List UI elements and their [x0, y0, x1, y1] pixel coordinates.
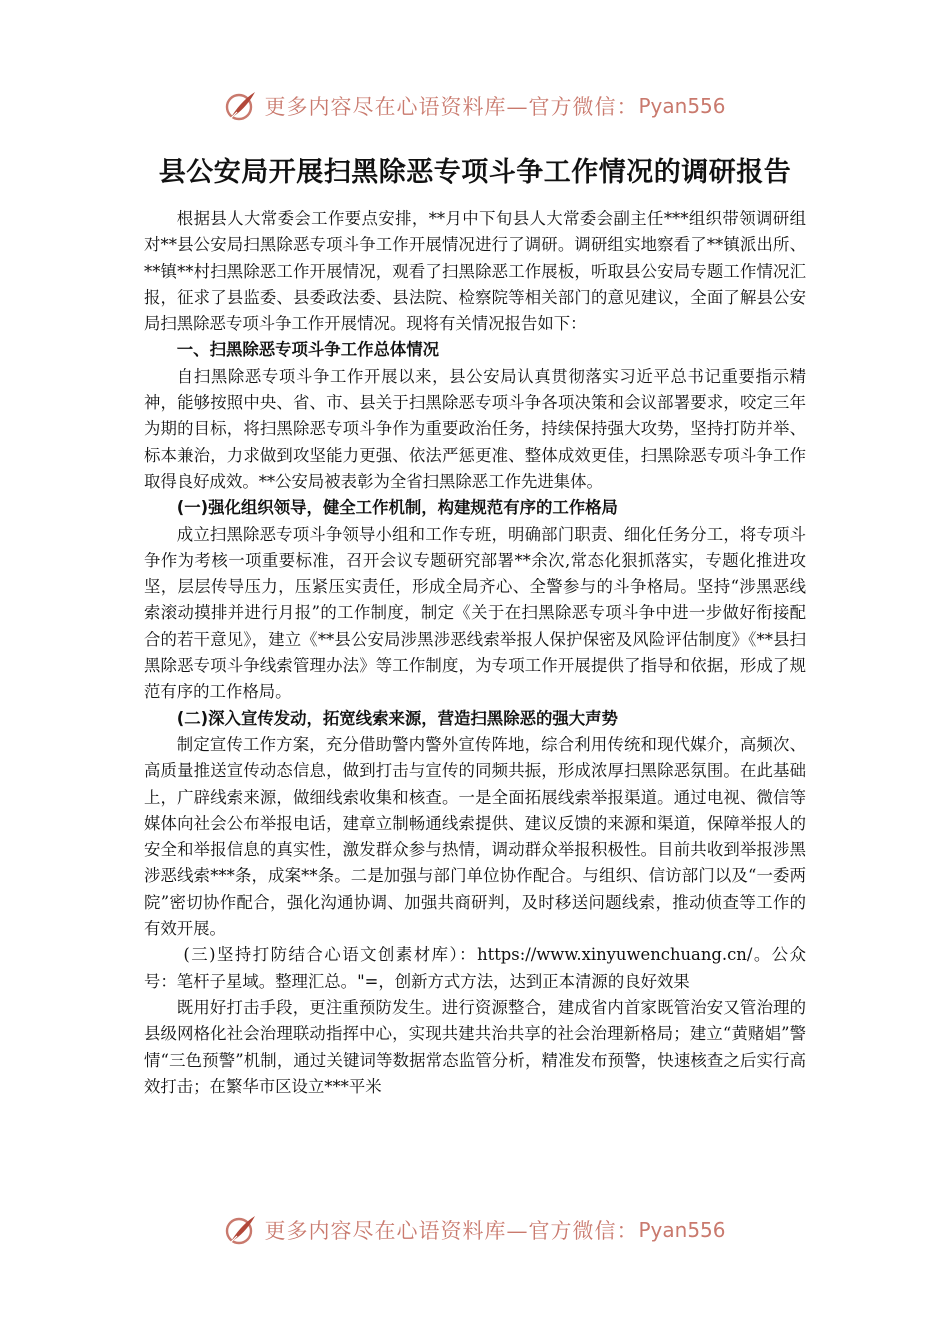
- header-watermark: [0, 84, 950, 128]
- subsection-heading: (二)深入宣传发动，拓宽线索来源，营造扫黑除恶的强大声势: [176, 708, 618, 728]
- body-paragraph: 自扫黑除恶专项斗争工作开展以来，县公安局认真贯彻落实习近平总书记重要指示精神，能够按照中央、省、市、县关于扫黑除恶专项斗争各项决策和会议部署要求，咬定三年为期的目标，将扫黑除恶专项斗争作为重要政治任务，持续保持强大攻势，坚持打防并举、标本兼治，力求做到攻坚能力更强、依法严惩更准、整体成效更佳，扫黑除恶专项斗争工作取得良好成效。**公安局被表彰为全省扫黑除恶工作先进集体。: [144, 366, 806, 491]
- quill-logo-icon: [224, 89, 258, 123]
- watermark-text: 更多内容尽在心语资料库—官方微信：: [264, 1219, 639, 1243]
- subsection-heading-with-watermark: (三)坚持打防结合心语文创素材库）：https://www.xinyuwenchuang.cn/。公众号：笔杆子星域。整理汇总。"=，创新方式方法，达到正本清源的良好效果: [144, 945, 806, 991]
- quill-logo-icon: [224, 1213, 258, 1247]
- body-paragraph: 既用好打击手段，更注重预防发生。进行资源整合，建成省内首家既管治安又管治理的县级网格化社会治理联动指挥中心，实现共建共治共享的社会治理新格局；建立“黄赌娼”警情“三色预警”机制，通过关键词等数据常态监管分析，精准发布预警，快速核查之后实行高效打击；在繁华市区设立***平米: [144, 997, 806, 1096]
- document-title: 县公安局开展扫黑除恶专项斗争工作情况的调研报告: [158, 157, 792, 188]
- watermark-text: 更多内容尽在心语资料库—官方微信：: [264, 95, 639, 119]
- section-heading: 一、扫黑除恶专项斗争工作总体情况: [176, 340, 440, 360]
- watermark-wechat-id: Pyan556: [638, 94, 726, 118]
- body-paragraph: 制定宣传工作方案，充分借助警内警外宣传阵地，综合利用传统和现代媒介，高频次、高质量推送宣传动态信息，做到打击与宣传的同频共振，形成浓厚扫黑除恶氛围。在此基础上，广辟线索来源，做细线索收集和核查。一是全面拓展线索举报渠道。通过电视、微信等媒体向社会公布举报电话，建章立制畅通线索提供、建议反馈的来源和渠道，保障举报人的安全和举报信息的真实性，激发群众参与热情，调动群众举报积极性。目前共收到举报涉黑涉恶线索***条，成案**条。二是加强与部门单位协作配合。与组织、信访部门以及“一委两院”密切协作配合，强化沟通协调、加强共商研判，及时移送问题线索，推动侦查等工作的有效开展。: [144, 734, 806, 939]
- subsection-heading: (一)强化组织领导，健全工作机制，构建规范有序的工作格局: [176, 498, 618, 518]
- watermark-wechat-id: Pyan556: [638, 1218, 726, 1242]
- body-paragraph: 成立扫黑除恶专项斗争领导小组和工作专班，明确部门职责、细化任务分工，将专项斗争作为考核一项重要标准，召开会议专题研究部署**余次,常态化狠抓落实，专题化推进攻坚，层层传导压力，压紧压实责任，形成全局齐心、全警参与的斗争格局。坚持“涉黑恶线索滚动摸排并进行月报”的工作制度，制定《关于在扫黑除恶专项斗争中进一步做好衔接配合的若干意见》，建立《**县公安局涉黑涉恶线索举报人保护保密及风险评估制度》《**县扫黑除恶专项斗争线索管理办法》等工作制度，为专项工作开展提供了指导和依据，形成了规范有序的工作格局。: [144, 524, 806, 702]
- footer-watermark: [0, 1208, 950, 1252]
- document-body: [144, 206, 806, 1100]
- intro-paragraph: 根据县人大常委会工作要点安排，**月中下旬县人大常委会副主任***组织带领调研组对**县公安局扫黑除恶专项斗争工作开展情况进行了调研。调研组实地察看了**镇派出所、**镇**村扫黑除恶工作开展情况，观看了扫黑除恶工作展板，听取县公安局专题工作情况汇报，征求了县监委、县委政法委、县法院、检察院等相关部门的意见建议，全面了解县公安局扫黑除恶专项斗争工作开展情况。现将有关情况报告如下：: [144, 209, 806, 334]
